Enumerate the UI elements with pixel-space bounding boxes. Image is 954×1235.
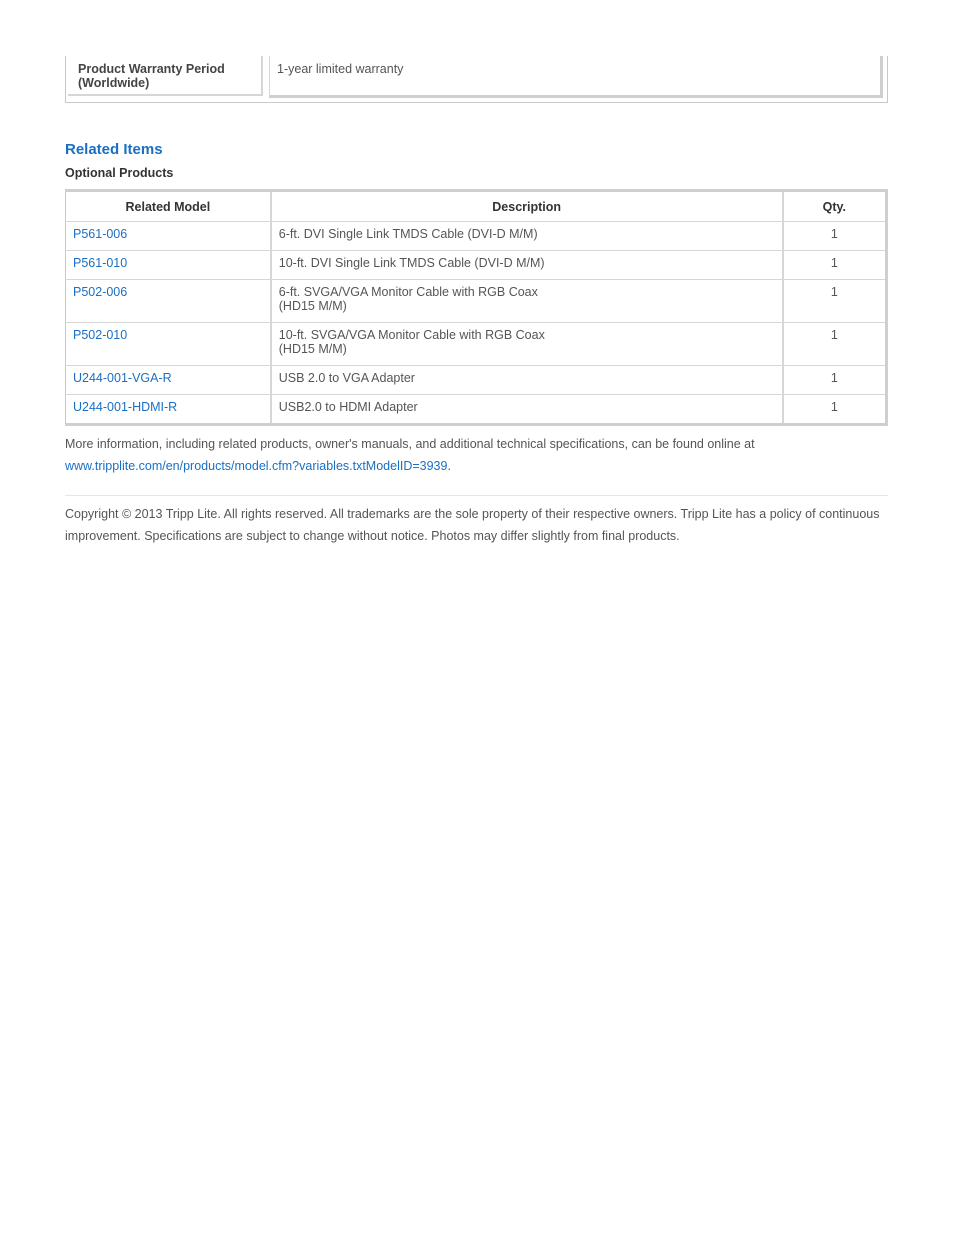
model-link-u244-001-vga-r[interactable]: U244-001-VGA-R [73,371,172,385]
qty-cell: 1 [783,366,887,395]
model-link-p561-006[interactable]: P561-006 [73,227,128,241]
model-link-p561-010[interactable]: P561-010 [73,256,128,270]
model-cell [66,323,271,366]
description-line: (HD15 M/M) [278,299,347,313]
description-cell [271,280,783,323]
related-items-table [65,189,888,426]
model-link-u244-001-hdmi-r[interactable]: U244-001-HDMI-R [73,400,178,414]
more-info-suffix: . [447,459,451,473]
description-cell [271,323,783,366]
table-row [66,222,887,251]
warranty-value: 1-year limited warranty [269,56,883,98]
model-cell [66,395,271,425]
qty-cell: 1 [783,323,887,366]
table-row [66,366,887,395]
table-row [66,280,887,323]
more-info-text: More information, including related products, owner's manuals, and additional technical specifications, can be found online at [65,437,755,451]
copyright-notice [65,503,888,547]
product-page-link[interactable]: www.tripplite.com/en/products/model.cfm?variables.txtModelID=3939 [65,459,448,473]
header-related-model: Related Model [66,191,271,222]
model-cell [66,280,271,323]
more-info-paragraph [65,433,888,477]
warranty-label: Product Warranty Period (Worldwide) [68,56,263,96]
optional-products-subtitle: Optional Products [65,166,174,180]
model-link-p502-006[interactable]: P502-006 [73,285,128,299]
model-cell [66,366,271,395]
copyright-line: improvement. Specifications are subject to change without notice. Photos may differ slightly from final products. [65,529,680,543]
warranty-spec-row [65,56,888,103]
model-cell [66,222,271,251]
header-qty: Qty. [783,191,887,222]
table-row [66,251,887,280]
copyright-line: Copyright © 2013 Tripp Lite. All rights reserved. All trademarks are the sole property of their respective owners. Tripp Lite has a policy of continuous [65,507,880,521]
table-header-row [66,191,887,222]
table-row [66,323,887,366]
model-cell [66,251,271,280]
description-cell: USB 2.0 to VGA Adapter [271,366,783,395]
description-line: (HD15 M/M) [278,342,347,356]
description-cell: 10-ft. DVI Single Link TMDS Cable (DVI-D M/M) [271,251,783,280]
table-row [66,395,887,425]
related-items-title: Related Items [65,141,163,158]
qty-cell: 1 [830,400,838,414]
header-description: Description [271,191,783,222]
description-line: 6-ft. SVGA/VGA Monitor Cable with RGB Coax [278,285,538,299]
footer-divider [65,495,888,496]
qty-cell: 1 [783,222,887,251]
description-line: 10-ft. SVGA/VGA Monitor Cable with RGB Coax [278,328,545,342]
qty-cell: 1 [783,280,887,323]
model-link-p502-010[interactable]: P502-010 [73,328,128,342]
description-cell: USB2.0 to HDMI Adapter [271,395,783,425]
qty-cell: 1 [783,251,887,280]
description-cell: 6-ft. DVI Single Link TMDS Cable (DVI-D M/M) [271,222,783,251]
